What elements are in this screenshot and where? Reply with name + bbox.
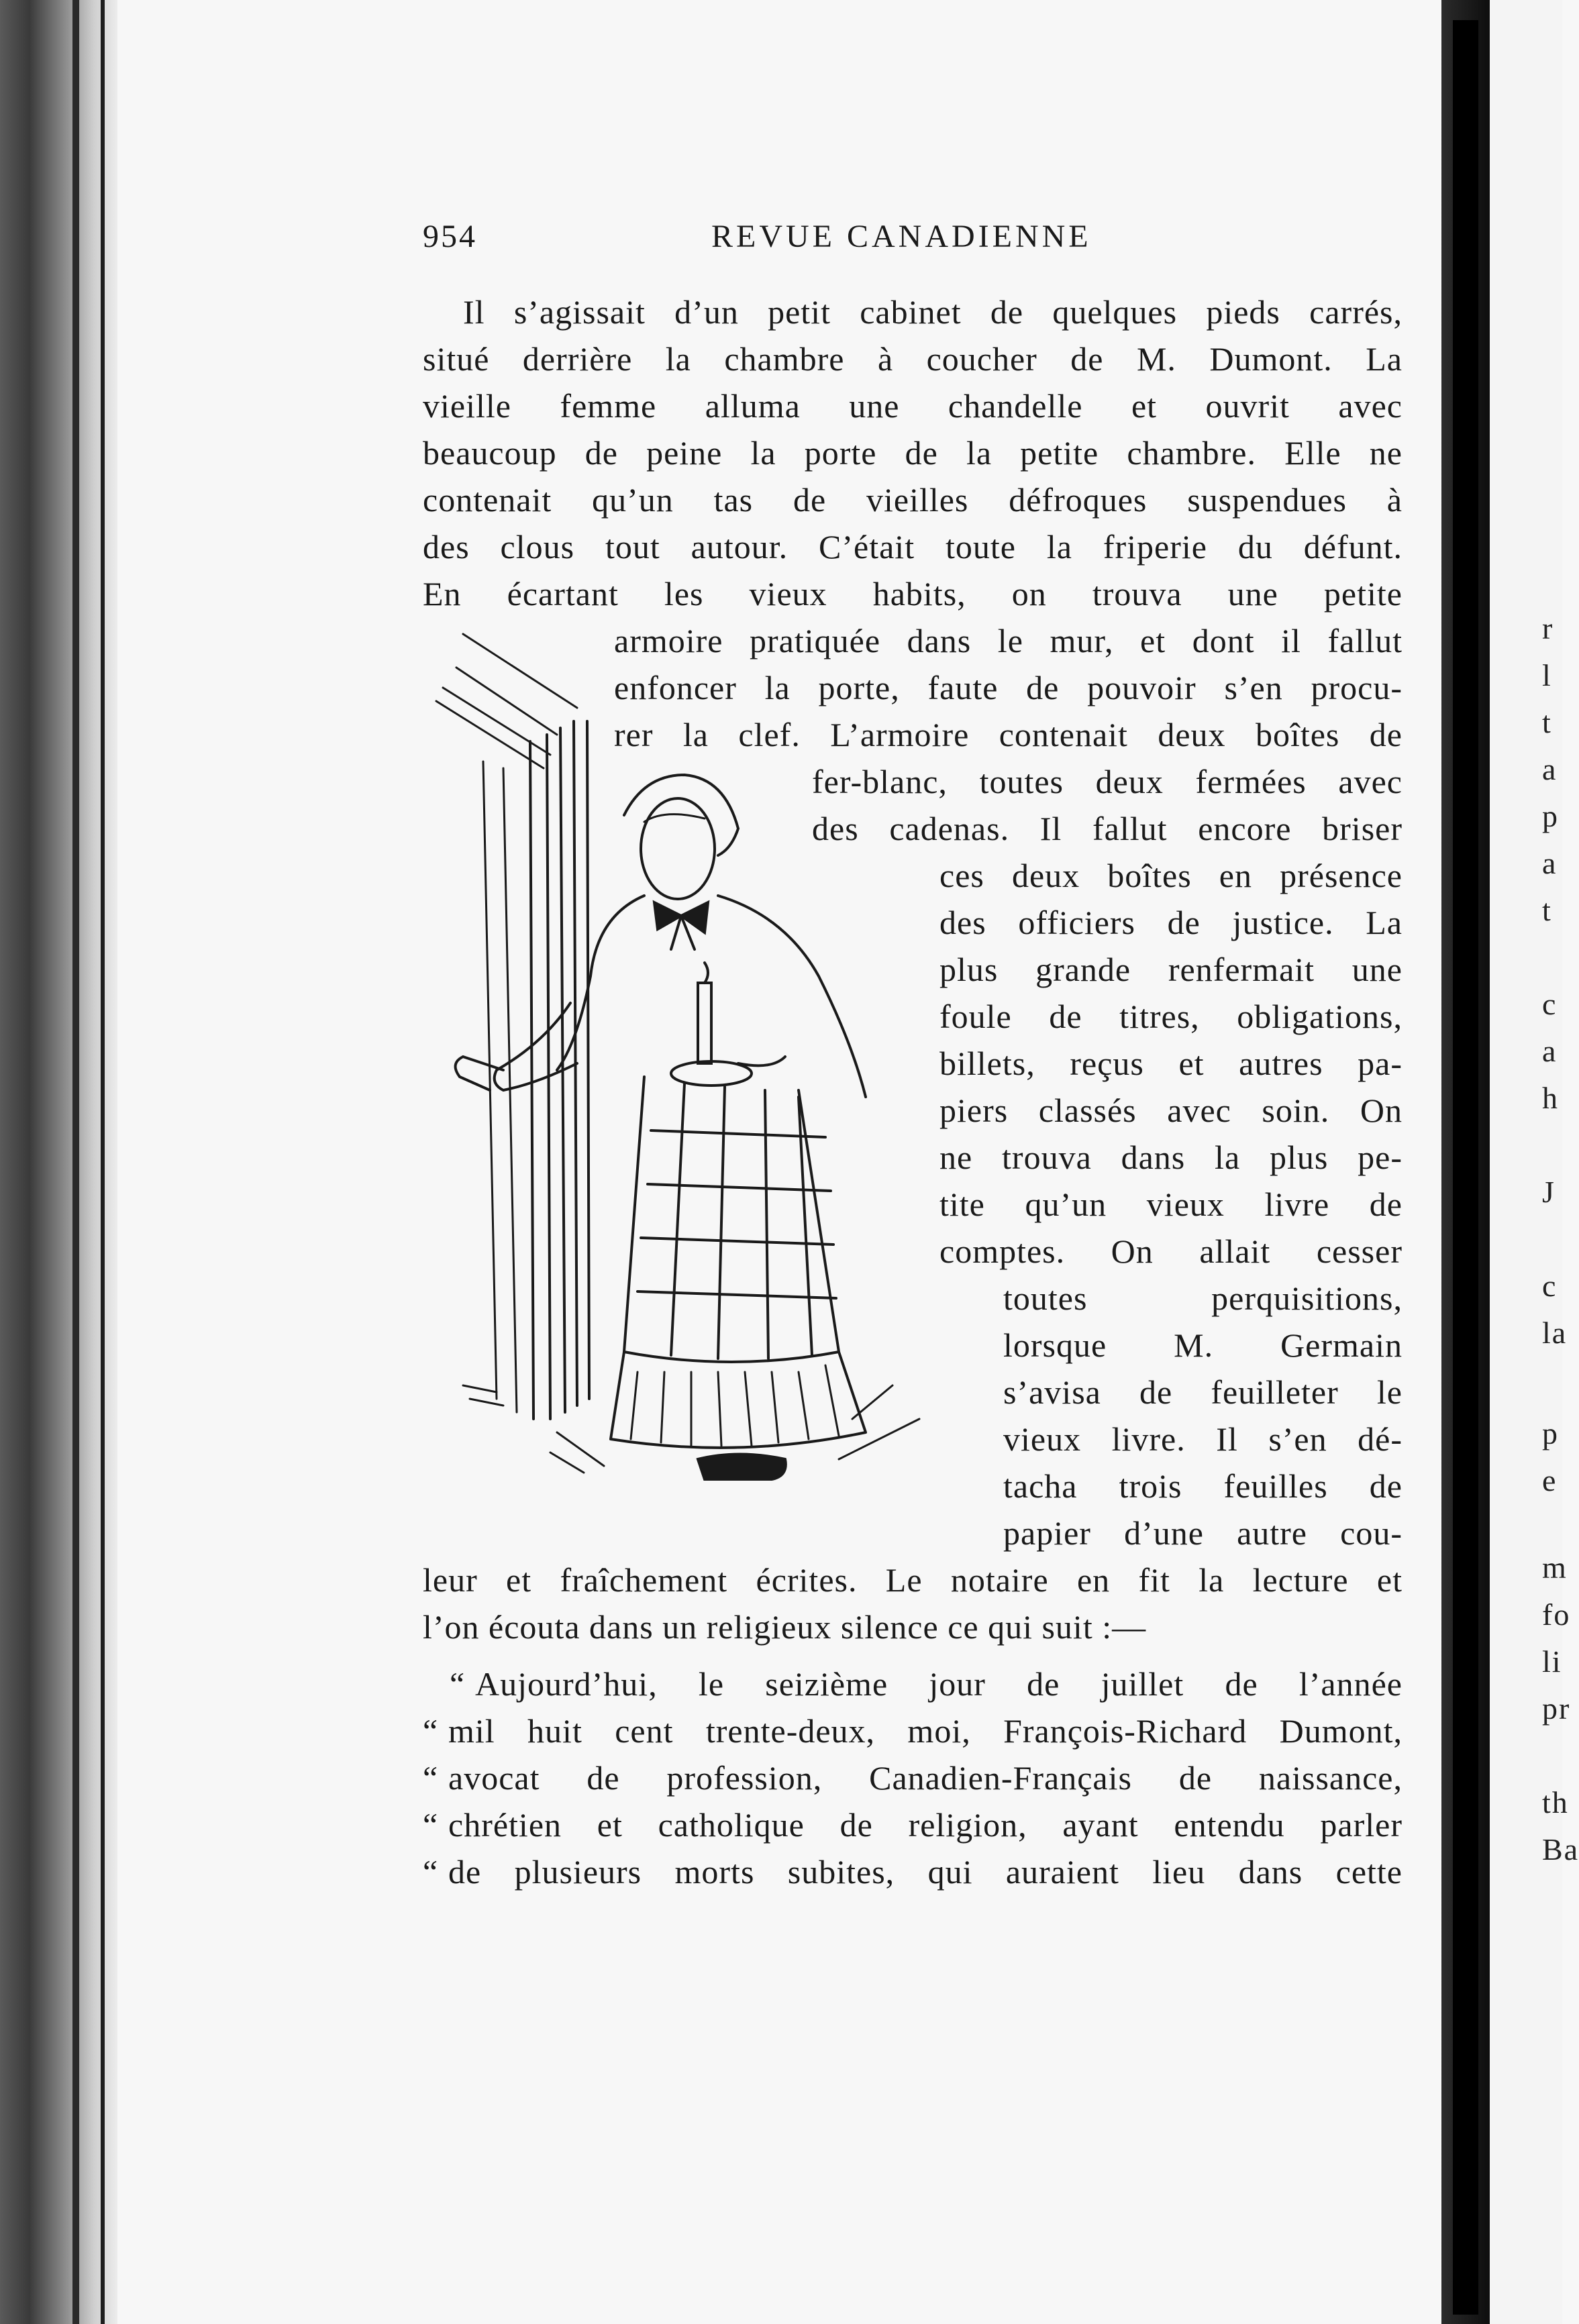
body-line: lorsque M. Germain [1003,1326,1403,1364]
spine-edge-line [101,0,105,2324]
facing-fragment: e [1542,1463,1558,1497]
facing-fragment: h [1542,1081,1559,1115]
facing-fragment: pr [1542,1691,1571,1726]
quote-text: de plusieurs morts subites, qui auraient lieu dans cette [448,1853,1403,1891]
facing-fragment: a [1542,752,1558,786]
quote-mark: “ [423,1853,439,1891]
body-line: En écartant les vieux habits, on trouva une petite [423,575,1403,613]
quote-text: Aujourd’hui, le seizième jour de juillet de l’année [475,1665,1403,1703]
quote-line [450,1660,1403,1707]
running-header [423,218,1382,265]
facing-fragment: r [1542,611,1554,645]
facing-fragment: c [1542,1269,1558,1303]
facing-fragment: la [1542,1316,1568,1350]
quote-mark: “ [423,1806,439,1844]
facing-fragment: l [1542,658,1552,692]
spine-shadow-line [72,0,79,2324]
gutter-bar [1453,20,1478,2315]
body-line: des officiers de justice. La [939,904,1403,941]
quote-line [423,1707,1403,1754]
page-number: 954 [423,219,477,254]
body-line: l’on écouta dans un religieux silence ce qui suit :— [423,1608,1147,1646]
body-line: armoire pratiquée dans le mur, et dont il fallut [614,622,1403,659]
facing-fragment: fo [1542,1597,1571,1632]
body-line: ces deux boîtes en présence [939,857,1403,894]
facing-fragment: li [1542,1644,1562,1679]
book-spine-left [0,0,117,2324]
quote-mark: “ [423,1759,439,1797]
facing-fragment: t [1542,893,1552,927]
facing-fragment: th [1542,1785,1569,1819]
facing-fragment: c [1542,987,1558,1021]
facing-fragment: a [1542,846,1558,880]
quote-text: chrétien et catholique de religion, ayant entendu parler [448,1806,1403,1844]
facing-fragment: m [1542,1550,1568,1585]
body-line: beaucoup de peine la porte de la petite chambre. Elle ne [423,434,1403,472]
body-line: piers classés avec soin. On [939,1092,1403,1129]
quote-mark: “ [423,1712,439,1750]
body-line: tacha trois feuilles de [1003,1467,1403,1505]
body-line: vieille femme alluma une chandelle et ouvrit avec [423,387,1403,425]
body-line: foule de titres, obligations, [939,998,1403,1035]
facing-fragment: J [1542,1175,1556,1209]
facing-fragment: t [1542,705,1552,739]
body-line: s’avisa de feuilleter le [1003,1373,1403,1411]
body-line: rer la clef. L’armoire contenait deux boîtes de [614,716,1403,753]
body-line: comptes. On allait cesser [939,1232,1403,1270]
body-line: toutes perquisitions, [1003,1279,1403,1317]
quote-line [423,1848,1403,1895]
facing-fragment: p [1542,799,1559,833]
quote-text: mil huit cent trente-deux, moi, François-Richard Dumont, [448,1712,1403,1750]
quote-line [423,1754,1403,1801]
body-line: enfoncer la porte, faute de pouvoir s’en procu- [614,669,1403,706]
body-line: leur et fraîchement écrites. Le notaire en fit la lecture et [423,1561,1403,1599]
quote-text: avocat de profession, Canadien-Français de naissance, [448,1759,1403,1797]
body-line: ne trouva dans la plus pe- [939,1139,1403,1176]
quote-mark: “ [450,1665,466,1703]
facing-fragment: Ba [1542,1832,1579,1866]
body-line: papier d’une autre cou- [1003,1514,1403,1552]
facing-fragment: a [1542,1034,1558,1068]
facing-fragment: p [1542,1416,1559,1450]
body-line: des clous tout autour. C’était toute la friperie du défunt. [423,528,1403,566]
body-line: Il s’agissait d’un petit cabinet de quelques pieds carrés, [463,293,1403,331]
facing-page-edge [1490,0,1579,2324]
body-line: situé derrière la chambre à coucher de M. Dumont. La [423,340,1403,378]
body-line: plus grande renfermait une [939,951,1403,988]
body-line: tite qu’un vieux livre de [939,1185,1403,1223]
body-line: contenait qu’un tas de vieilles défroques suspendues à [423,481,1403,519]
body-line: fer-blanc, toutes deux fermées avec [812,763,1403,800]
body-line: vieux livre. Il s’en dé- [1003,1420,1403,1458]
quote-line [423,1801,1403,1848]
running-title: REVUE CANADIENNE [711,219,1092,254]
body-line: billets, reçus et autres pa- [939,1045,1403,1082]
body-line: des cadenas. Il fallut encore briser [812,810,1403,847]
